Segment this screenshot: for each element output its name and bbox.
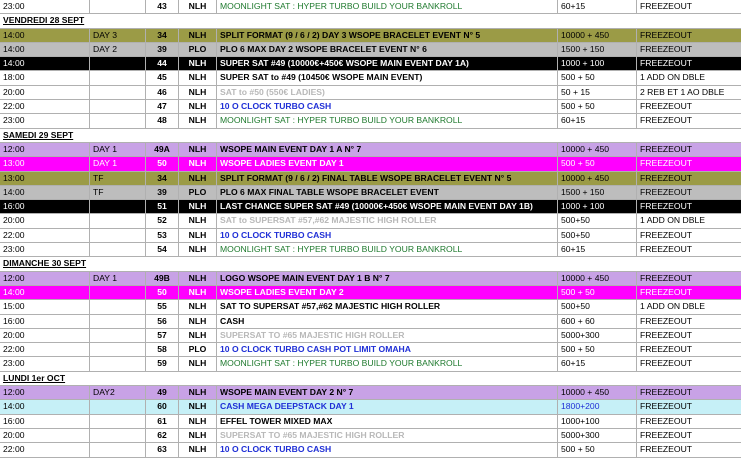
event-row[interactable] xyxy=(0,315,741,329)
event-row[interactable] xyxy=(0,343,741,357)
format-cell[interactable]: FREEZEOUT xyxy=(640,329,693,340)
event-row[interactable] xyxy=(0,300,741,314)
time-cell[interactable]: 23:00 xyxy=(0,243,90,256)
buyin-cell[interactable]: 10000 + 450 xyxy=(558,143,637,156)
day-cell[interactable] xyxy=(90,200,146,213)
buyin-cell[interactable]: 10000 + 450 xyxy=(558,272,637,285)
event-number-cell[interactable]: 44 xyxy=(146,57,179,70)
game-cell[interactable]: NLH xyxy=(179,71,217,84)
event-name-cell[interactable]: SAT to SUPERSAT #57,#62 MAJESTIC HIGH ROLLER xyxy=(217,214,558,227)
date-label[interactable]: DIMANCHE 30 SEPT xyxy=(3,258,87,269)
format-cell[interactable]: FREEZEOUT xyxy=(640,315,693,326)
day-cell[interactable] xyxy=(90,86,146,99)
format-cell[interactable]: 1 ADD ON DBLE xyxy=(640,72,705,83)
event-name-cell[interactable]: MOONLIGHT SAT : HYPER TURBO BUILD YOUR BANKROLL xyxy=(217,357,558,370)
format-cell[interactable]: FREEZEOUT xyxy=(640,444,693,455)
event-row[interactable] xyxy=(0,357,741,371)
day-cell[interactable] xyxy=(90,357,146,370)
event-name-cell[interactable]: WSOPE LADIES EVENT DAY 2 xyxy=(217,286,558,299)
date-label[interactable]: LUNDI 1er OCT xyxy=(3,372,66,383)
format-cell[interactable]: FREEZEOUT xyxy=(640,29,693,40)
event-number-cell[interactable]: 49B xyxy=(146,272,179,285)
buyin-cell[interactable]: 1000+100 xyxy=(558,415,637,428)
time-cell[interactable]: 23:00 xyxy=(0,0,90,13)
event-row[interactable] xyxy=(0,229,741,243)
day-cell[interactable]: DAY 1 xyxy=(90,157,146,170)
event-number-cell[interactable]: 58 xyxy=(146,343,179,356)
event-number-cell[interactable]: 39 xyxy=(146,43,179,56)
game-cell[interactable]: NLH xyxy=(179,229,217,242)
day-cell[interactable] xyxy=(90,300,146,313)
event-name-cell[interactable]: MOONLIGHT SAT : HYPER TURBO BUILD YOUR BANKROLL xyxy=(217,243,558,256)
event-row[interactable] xyxy=(0,57,741,71)
format-cell[interactable]: FREEZEOUT xyxy=(640,387,693,398)
day-cell[interactable] xyxy=(90,443,146,456)
event-name-cell[interactable]: SUPERSAT TO #65 MAJESTIC HIGH ROLLER xyxy=(217,329,558,342)
event-number-cell[interactable]: 52 xyxy=(146,214,179,227)
time-cell[interactable]: 12:00 xyxy=(0,143,90,156)
buyin-cell[interactable]: 5000+300 xyxy=(558,429,637,442)
buyin-cell[interactable]: 500+50 xyxy=(558,214,637,227)
buyin-cell[interactable]: 60+15 xyxy=(558,243,637,256)
game-cell[interactable]: PLO xyxy=(179,343,217,356)
day-cell[interactable] xyxy=(90,429,146,442)
buyin-cell[interactable]: 10000 + 450 xyxy=(558,386,637,399)
format-cell[interactable]: FREEZEOUT xyxy=(640,286,693,297)
day-cell[interactable] xyxy=(90,114,146,127)
buyin-cell[interactable]: 5000+300 xyxy=(558,329,637,342)
day-cell[interactable]: DAY 1 xyxy=(90,143,146,156)
buyin-cell[interactable]: 1800+200 xyxy=(558,400,637,413)
event-number-cell[interactable]: 49A xyxy=(146,143,179,156)
game-cell[interactable]: NLH xyxy=(179,415,217,428)
time-cell[interactable]: 22:00 xyxy=(0,443,90,456)
format-cell[interactable]: FREEZEOUT xyxy=(640,143,693,154)
time-cell[interactable]: 14:00 xyxy=(0,400,90,413)
buyin-cell[interactable]: 500 + 50 xyxy=(558,71,637,84)
event-name-cell[interactable]: MOONLIGHT SAT : HYPER TURBO BUILD YOUR BANKROLL xyxy=(217,0,558,13)
buyin-cell[interactable]: 10000 + 450 xyxy=(558,172,637,185)
event-number-cell[interactable]: 57 xyxy=(146,329,179,342)
time-cell[interactable]: 13:00 xyxy=(0,157,90,170)
format-cell[interactable]: FREEZEOUT xyxy=(640,43,693,54)
event-number-cell[interactable]: 61 xyxy=(146,415,179,428)
date-header-row[interactable] xyxy=(0,129,741,143)
event-number-cell[interactable]: 51 xyxy=(146,200,179,213)
format-cell[interactable]: FREEZEOUT xyxy=(640,229,693,240)
format-cell[interactable]: FREEZEOUT xyxy=(640,1,693,11)
game-cell[interactable]: NLH xyxy=(179,157,217,170)
format-cell[interactable]: 1 ADD ON DBLE xyxy=(640,215,705,226)
time-cell[interactable]: 20:00 xyxy=(0,214,90,227)
event-number-cell[interactable]: 55 xyxy=(146,300,179,313)
event-row[interactable] xyxy=(0,186,741,200)
event-row[interactable] xyxy=(0,429,741,443)
event-name-cell[interactable]: PLO 6 MAX FINAL TABLE WSOPE BRACELET EVENT xyxy=(217,186,558,199)
format-cell[interactable]: FREEZEOUT xyxy=(640,415,693,426)
day-cell[interactable]: TF xyxy=(90,172,146,185)
event-number-cell[interactable]: 63 xyxy=(146,443,179,456)
day-cell[interactable] xyxy=(90,286,146,299)
buyin-cell[interactable]: 500 + 50 xyxy=(558,100,637,113)
buyin-cell[interactable]: 500 + 50 xyxy=(558,157,637,170)
buyin-cell[interactable]: 1000 + 100 xyxy=(558,57,637,70)
game-cell[interactable]: PLO xyxy=(179,186,217,199)
game-cell[interactable]: NLH xyxy=(179,300,217,313)
buyin-cell[interactable]: 1500 + 150 xyxy=(558,43,637,56)
time-cell[interactable]: 14:00 xyxy=(0,57,90,70)
event-row[interactable] xyxy=(0,286,741,300)
game-cell[interactable]: NLH xyxy=(179,286,217,299)
game-cell[interactable]: NLH xyxy=(179,272,217,285)
event-number-cell[interactable]: 56 xyxy=(146,315,179,328)
event-name-cell[interactable]: SUPERSAT TO #65 MAJESTIC HIGH ROLLER xyxy=(217,429,558,442)
event-row[interactable] xyxy=(0,400,741,414)
event-number-cell[interactable]: 46 xyxy=(146,86,179,99)
time-cell[interactable]: 15:00 xyxy=(0,300,90,313)
event-name-cell[interactable]: WSOPE LADIES EVENT DAY 1 xyxy=(217,157,558,170)
event-row[interactable] xyxy=(0,329,741,343)
game-cell[interactable]: NLH xyxy=(179,57,217,70)
game-cell[interactable]: NLH xyxy=(179,0,217,13)
time-cell[interactable]: 20:00 xyxy=(0,429,90,442)
event-name-cell[interactable]: LAST CHANCE SUPER SAT #49 (10000€+450€ WSOPE MAIN EVENT DAY 1B) xyxy=(217,200,558,213)
event-row[interactable] xyxy=(0,443,741,457)
event-number-cell[interactable]: 59 xyxy=(146,357,179,370)
event-row[interactable] xyxy=(0,71,741,85)
buyin-cell[interactable]: 600 + 60 xyxy=(558,315,637,328)
day-cell[interactable]: DAY 1 xyxy=(90,272,146,285)
event-row[interactable] xyxy=(0,214,741,228)
day-cell[interactable] xyxy=(90,71,146,84)
game-cell[interactable]: NLH xyxy=(179,114,217,127)
event-number-cell[interactable]: 50 xyxy=(146,286,179,299)
time-cell[interactable]: 13:00 xyxy=(0,172,90,185)
format-cell[interactable]: FREEZEOUT xyxy=(640,344,693,355)
format-cell[interactable]: FREEZEOUT xyxy=(640,172,693,183)
format-cell[interactable]: FREEZEOUT xyxy=(640,401,693,412)
time-cell[interactable]: 22:00 xyxy=(0,343,90,356)
event-name-cell[interactable]: CASH xyxy=(217,315,558,328)
event-name-cell[interactable]: SAT TO SUPERSAT #57,#62 MAJESTIC HIGH ROLLER xyxy=(217,300,558,313)
day-cell[interactable] xyxy=(90,243,146,256)
day-cell[interactable] xyxy=(90,329,146,342)
game-cell[interactable]: NLH xyxy=(179,29,217,42)
event-number-cell[interactable]: 53 xyxy=(146,229,179,242)
format-cell[interactable]: FREEZEOUT xyxy=(640,158,693,169)
game-cell[interactable]: NLH xyxy=(179,143,217,156)
event-row[interactable] xyxy=(0,143,741,157)
event-name-cell[interactable]: LOGO WSOPE MAIN EVENT DAY 1 B N° 7 xyxy=(217,272,558,285)
event-number-cell[interactable]: 43 xyxy=(146,0,179,13)
buyin-cell[interactable]: 500+50 xyxy=(558,229,637,242)
date-header-row[interactable] xyxy=(0,257,741,271)
event-row[interactable] xyxy=(0,415,741,429)
buyin-cell[interactable]: 500 + 50 xyxy=(558,286,637,299)
time-cell[interactable]: 14:00 xyxy=(0,29,90,42)
format-cell[interactable]: FREEZEOUT xyxy=(640,58,693,69)
game-cell[interactable]: PLO xyxy=(179,43,217,56)
format-cell[interactable]: FREEZEOUT xyxy=(640,101,693,112)
event-name-cell[interactable]: PLO 6 MAX DAY 2 WSOPE BRACELET EVENT N° 6 xyxy=(217,43,558,56)
event-name-cell[interactable]: 10 O CLOCK TURBO CASH xyxy=(217,443,558,456)
game-cell[interactable]: NLH xyxy=(179,200,217,213)
event-number-cell[interactable]: 50 xyxy=(146,157,179,170)
event-number-cell[interactable]: 39 xyxy=(146,186,179,199)
day-cell[interactable]: DAY 2 xyxy=(90,43,146,56)
event-name-cell[interactable]: 10 O CLOCK TURBO CASH POT LIMIT OMAHA xyxy=(217,343,558,356)
game-cell[interactable]: NLH xyxy=(179,214,217,227)
buyin-cell[interactable]: 500 + 50 xyxy=(558,443,637,456)
event-row[interactable] xyxy=(0,200,741,214)
event-number-cell[interactable]: 34 xyxy=(146,29,179,42)
time-cell[interactable]: 14:00 xyxy=(0,186,90,199)
time-cell[interactable]: 16:00 xyxy=(0,315,90,328)
event-name-cell[interactable]: CASH MEGA DEEPSTACK DAY 1 xyxy=(217,400,558,413)
format-cell[interactable]: FREEZEOUT xyxy=(640,186,693,197)
day-cell[interactable] xyxy=(90,0,146,13)
buyin-cell[interactable]: 60+15 xyxy=(558,114,637,127)
buyin-cell[interactable]: 60+15 xyxy=(558,357,637,370)
time-cell[interactable]: 18:00 xyxy=(0,71,90,84)
game-cell[interactable]: NLH xyxy=(179,100,217,113)
event-name-cell[interactable]: SAT to #50 (550€ LADIES) xyxy=(217,86,558,99)
event-row[interactable] xyxy=(0,243,741,257)
event-name-cell[interactable]: SPLIT FORMAT (9 / 6 / 2) FINAL TABLE WSOPE BRACELET EVENT N° 5 xyxy=(217,172,558,185)
format-cell[interactable]: FREEZEOUT xyxy=(640,201,693,212)
day-cell[interactable]: DAY2 xyxy=(90,386,146,399)
event-name-cell[interactable]: WSOPE MAIN EVENT DAY 2 N° 7 xyxy=(217,386,558,399)
event-name-cell[interactable]: 10 O CLOCK TURBO CASH xyxy=(217,100,558,113)
time-cell[interactable]: 22:00 xyxy=(0,100,90,113)
buyin-cell[interactable]: 500+50 xyxy=(558,300,637,313)
buyin-cell[interactable]: 10000 + 450 xyxy=(558,29,637,42)
date-header-row[interactable] xyxy=(0,372,741,386)
event-row[interactable] xyxy=(0,43,741,57)
day-cell[interactable] xyxy=(90,315,146,328)
game-cell[interactable]: NLH xyxy=(179,315,217,328)
event-row[interactable] xyxy=(0,86,741,100)
game-cell[interactable]: NLH xyxy=(179,386,217,399)
day-cell[interactable] xyxy=(90,57,146,70)
event-row[interactable] xyxy=(0,114,741,128)
event-number-cell[interactable]: 49 xyxy=(146,386,179,399)
event-name-cell[interactable]: SUPER SAT #49 (10000€+450€ WSOPE MAIN EVENT DAY 1A) xyxy=(217,57,558,70)
event-name-cell[interactable]: MOONLIGHT SAT : HYPER TURBO BUILD YOUR BANKROLL xyxy=(217,114,558,127)
game-cell[interactable]: NLH xyxy=(179,329,217,342)
event-number-cell[interactable]: 60 xyxy=(146,400,179,413)
event-name-cell[interactable]: 10 O CLOCK TURBO CASH xyxy=(217,229,558,242)
time-cell[interactable]: 16:00 xyxy=(0,415,90,428)
day-cell[interactable] xyxy=(90,229,146,242)
time-cell[interactable]: 20:00 xyxy=(0,86,90,99)
event-row[interactable] xyxy=(0,100,741,114)
event-number-cell[interactable]: 48 xyxy=(146,114,179,127)
event-row[interactable] xyxy=(0,272,741,286)
buyin-cell[interactable]: 60+15 xyxy=(558,0,637,13)
time-cell[interactable]: 23:00 xyxy=(0,357,90,370)
game-cell[interactable]: NLH xyxy=(179,443,217,456)
day-cell[interactable] xyxy=(90,343,146,356)
day-cell[interactable]: DAY 3 xyxy=(90,29,146,42)
event-row[interactable] xyxy=(0,0,741,14)
buyin-cell[interactable]: 500 + 50 xyxy=(558,343,637,356)
format-cell[interactable]: FREEZEOUT xyxy=(640,244,693,255)
event-row[interactable] xyxy=(0,386,741,400)
time-cell[interactable]: 23:00 xyxy=(0,114,90,127)
event-name-cell[interactable]: WSOPE MAIN EVENT DAY 1 A N° 7 xyxy=(217,143,558,156)
day-cell[interactable] xyxy=(90,400,146,413)
event-number-cell[interactable]: 62 xyxy=(146,429,179,442)
format-cell[interactable]: FREEZEOUT xyxy=(640,115,693,126)
game-cell[interactable]: NLH xyxy=(179,86,217,99)
buyin-cell[interactable]: 50 + 15 xyxy=(558,86,637,99)
time-cell[interactable]: 12:00 xyxy=(0,272,90,285)
event-name-cell[interactable]: EFFEL TOWER MIXED MAX xyxy=(217,415,558,428)
game-cell[interactable]: NLH xyxy=(179,429,217,442)
day-cell[interactable] xyxy=(90,415,146,428)
event-row[interactable] xyxy=(0,157,741,171)
event-row[interactable] xyxy=(0,29,741,43)
date-label[interactable]: SAMEDI 29 SEPT xyxy=(3,129,74,140)
time-cell[interactable]: 12:00 xyxy=(0,386,90,399)
time-cell[interactable]: 16:00 xyxy=(0,200,90,213)
time-cell[interactable]: 14:00 xyxy=(0,286,90,299)
day-cell[interactable] xyxy=(90,214,146,227)
game-cell[interactable]: NLH xyxy=(179,400,217,413)
game-cell[interactable]: NLH xyxy=(179,172,217,185)
event-row[interactable] xyxy=(0,172,741,186)
event-number-cell[interactable]: 47 xyxy=(146,100,179,113)
game-cell[interactable]: NLH xyxy=(179,243,217,256)
time-cell[interactable]: 22:00 xyxy=(0,229,90,242)
buyin-cell[interactable]: 1000 + 100 xyxy=(558,200,637,213)
game-cell[interactable]: NLH xyxy=(179,357,217,370)
event-number-cell[interactable]: 34 xyxy=(146,172,179,185)
time-cell[interactable]: 14:00 xyxy=(0,43,90,56)
day-cell[interactable] xyxy=(90,100,146,113)
buyin-cell[interactable]: 1500 + 150 xyxy=(558,186,637,199)
event-number-cell[interactable]: 54 xyxy=(146,243,179,256)
format-cell[interactable]: FREEZEOUT xyxy=(640,358,693,369)
time-cell[interactable]: 20:00 xyxy=(0,329,90,342)
date-label[interactable]: VENDREDI 28 SEPT xyxy=(3,15,85,26)
event-name-cell[interactable]: SUPER SAT to #49 (10450€ WSOPE MAIN EVENT) xyxy=(217,71,558,84)
format-cell[interactable]: FREEZEOUT xyxy=(640,272,693,283)
format-cell[interactable]: 1 ADD ON DBLE xyxy=(640,301,705,312)
event-number-cell[interactable]: 45 xyxy=(146,71,179,84)
format-cell[interactable]: 2 REB ET 1 AO DBLE xyxy=(640,86,725,97)
day-cell[interactable]: TF xyxy=(90,186,146,199)
event-name-cell[interactable]: SPLIT FORMAT (9 / 6 / 2) DAY 3 WSOPE BRACELET EVENT N° 5 xyxy=(217,29,558,42)
date-header-row[interactable] xyxy=(0,14,741,28)
format-cell[interactable]: FREEZEOUT xyxy=(640,429,693,440)
